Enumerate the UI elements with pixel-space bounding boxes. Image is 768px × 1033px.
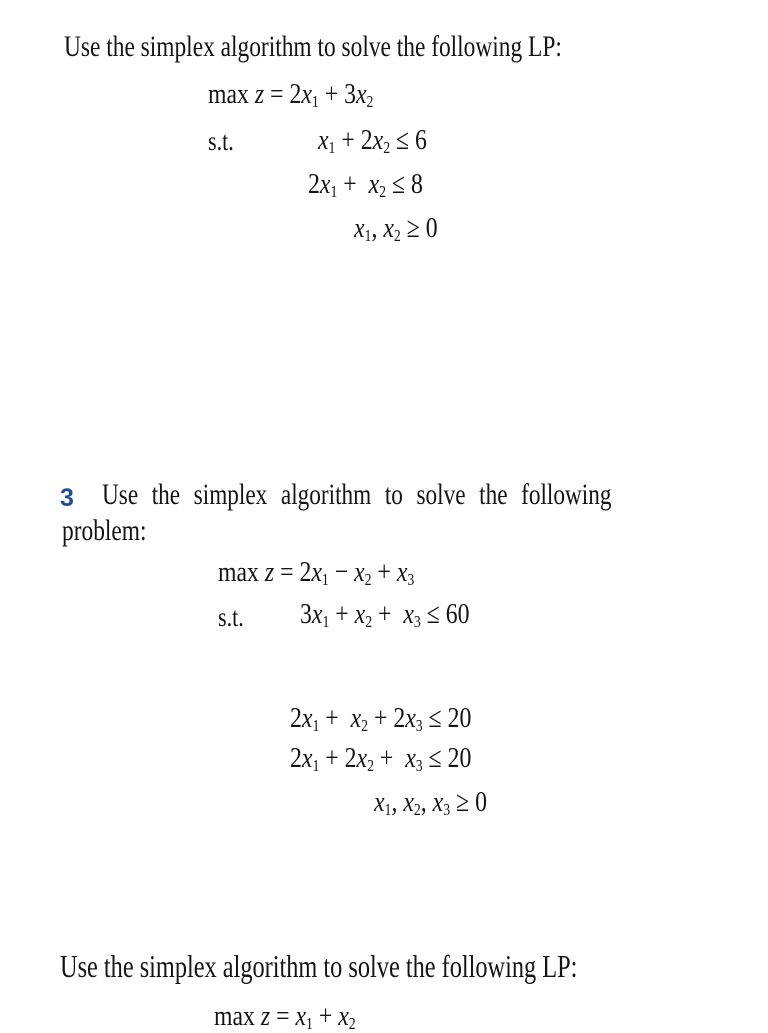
problem-3-objective: $\max z = x_1 + x_2$ [214,1000,356,1033]
problem-2-constraint-3: $2x_1 + 2x_2 + x_3 \le 20$ [290,742,472,776]
problem-2-nonnegativity: $x_1$, $x_2$, $x_3 \ge 0$ [374,786,487,820]
problem-1-st-label: s.t. [208,126,234,156]
problem-2-constraint-1: $3x_1 + x_2 + x_3 \le 60$ [300,598,470,632]
max-label: max [214,1000,255,1032]
problem-2-intro-line-2: problem: [62,514,147,547]
problem-1-intro: Use the simplex algorithm to solve the following LP: [64,30,562,63]
problem-2-st-label: s.t. [218,602,244,632]
problem-1-constraint-1: $x_1 + 2x_2 \le 6$ [318,124,427,158]
problem-1-constraint-2: $2x_1 + x_2 \le 8$ [308,168,423,202]
problem-1-nonnegativity: $x_1$, $x_2 \ge 0$ [354,212,438,246]
problem-number: 3 [60,484,74,512]
problem-3-intro: Use the simplex algorithm to solve the following LP: [60,948,578,984]
problem-2-constraint-2: $2x_1 + x_2 + 2x_3 \le 20$ [290,702,472,736]
max-label: max [218,556,259,588]
problem-1-objective: $\max z = 2x_1 + 3x_2$ [208,78,374,112]
max-label: max [208,78,249,110]
problem-2-intro-line-1: Use the simplex algorithm to solve the following [102,478,612,511]
problem-2-objective: $\max z = 2x_1 - x_2 + x_3$ [218,556,415,590]
